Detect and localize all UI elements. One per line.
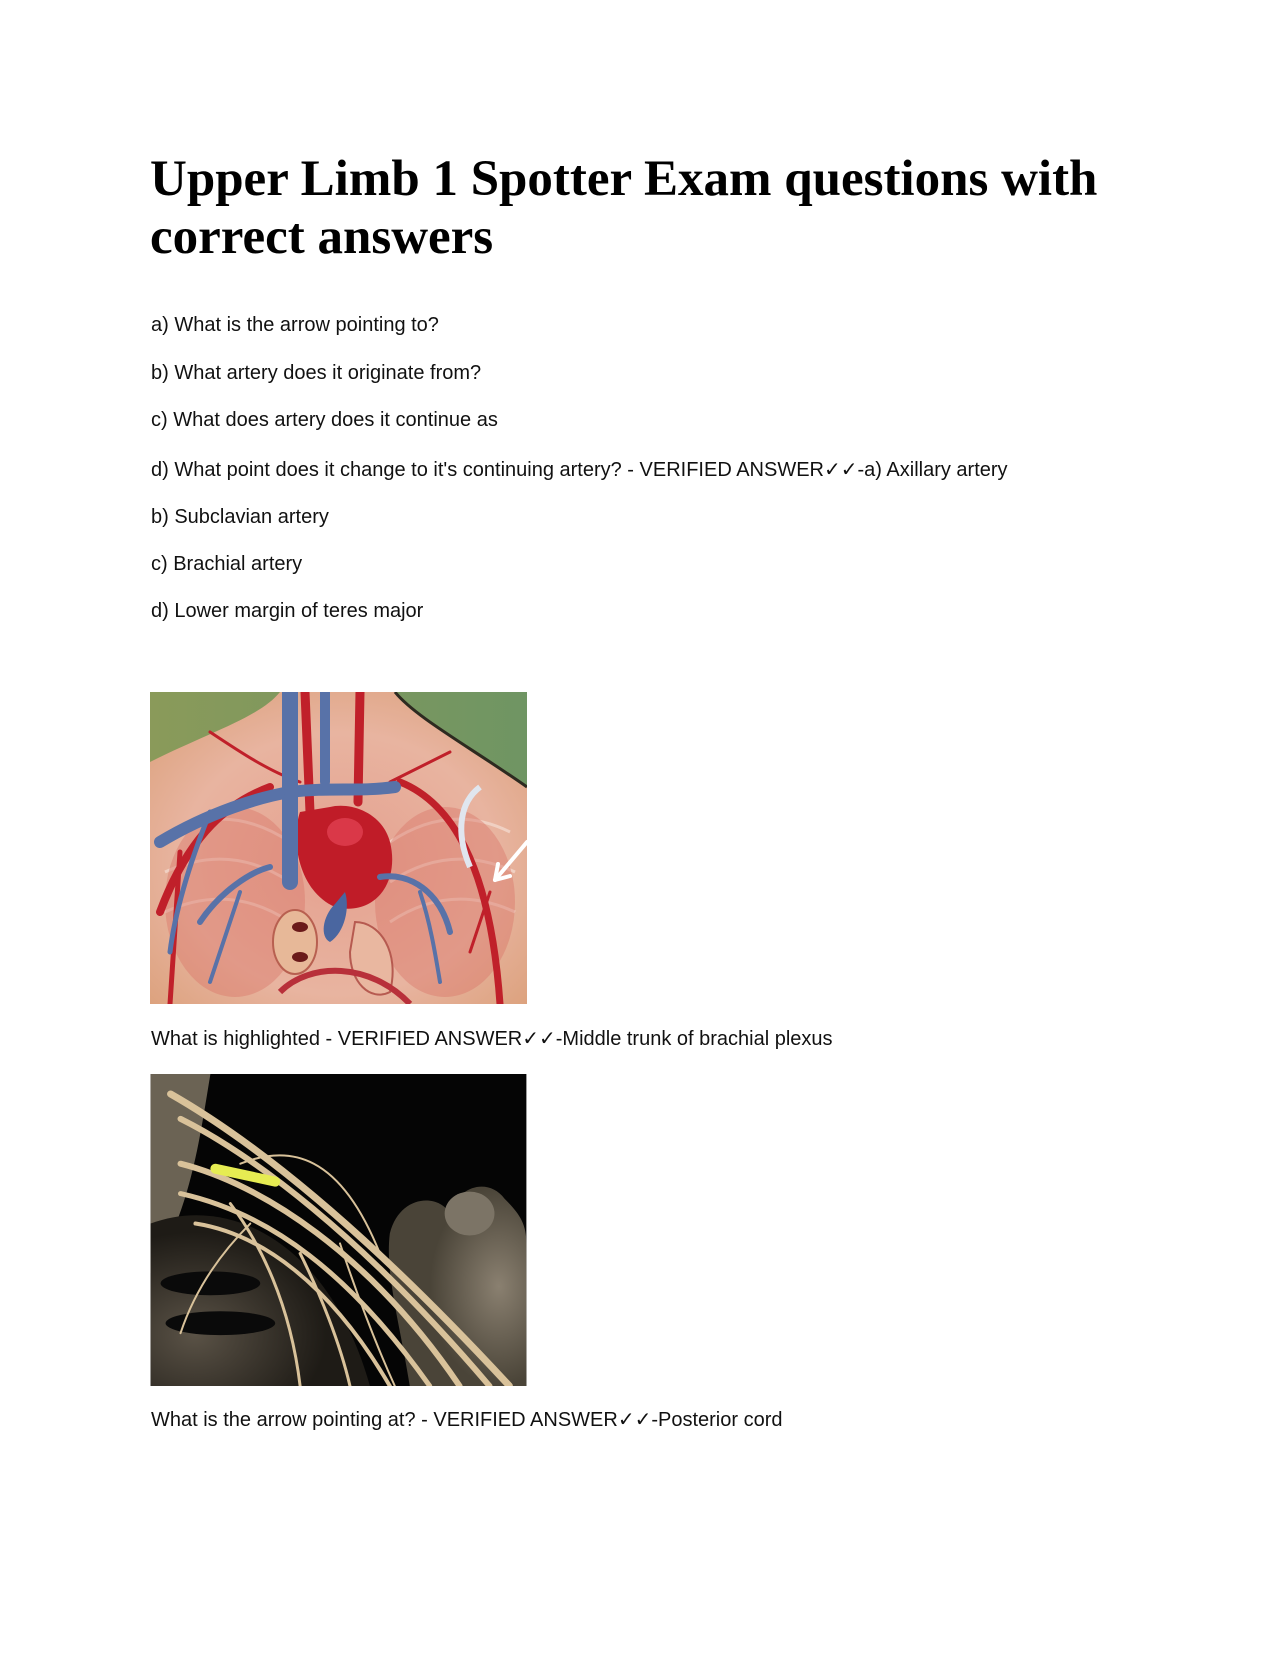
brachial-plexus-image [150,1074,527,1387]
question-line-b: b) What artery does it originate from? [151,362,482,384]
answer-line-b: b) Subclavian artery [151,506,329,528]
thorax-illustration-graphic [150,692,527,1004]
figure-1-caption: What is highlighted - VERIFIED ANSWER✓✓-Middle trunk of brachial plexus [151,1028,833,1050]
brachial-plexus-graphic [150,1074,527,1386]
question-line-a: a) What is the arrow pointing to? [151,314,439,336]
figure-2-caption: What is the arrow pointing at? - VERIFIED ANSWER✓✓-Posterior cord [151,1409,783,1431]
question-line-c: c) What does artery does it continue as [151,409,498,431]
document-title: Upper Limb 1 Spotter Exam questions with correct answers [150,151,1098,265]
question-line-d-with-answer: d) What point does it change to it's continuing artery? - VERIFIED ANSWER✓✓-a) Axillary artery [151,459,1008,481]
answer-line-d: d) Lower margin of teres major [151,600,424,622]
answer-line-c: c) Brachial artery [151,553,303,575]
thorax-anatomy-image [150,692,527,1004]
